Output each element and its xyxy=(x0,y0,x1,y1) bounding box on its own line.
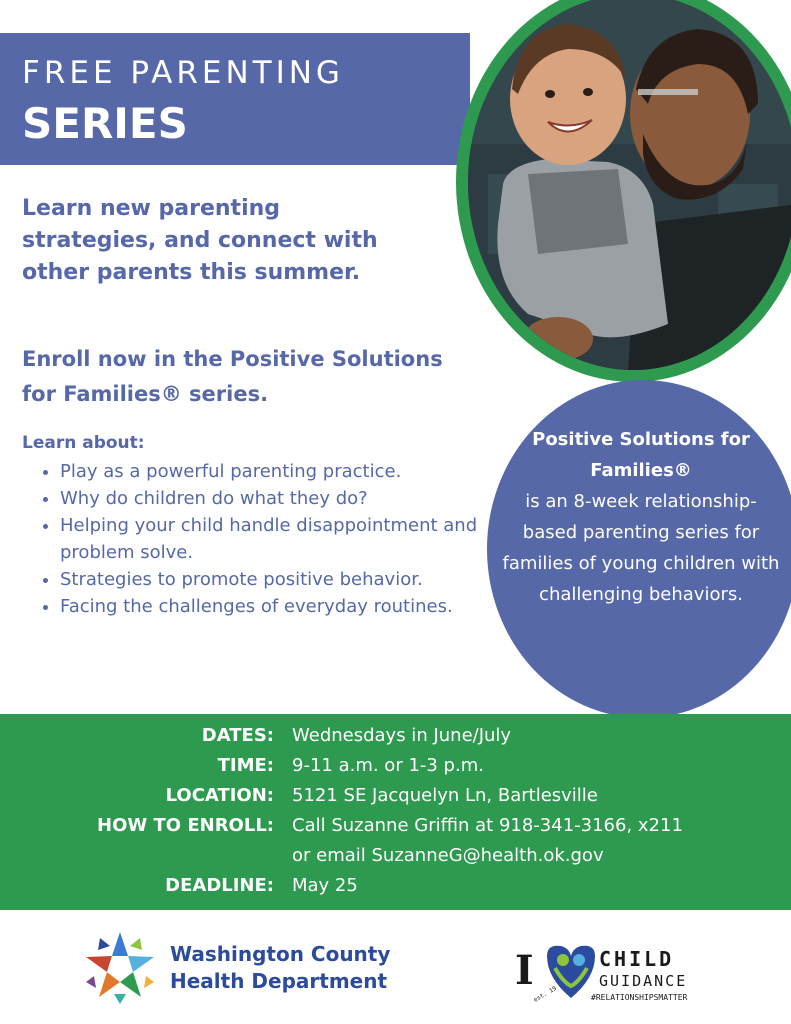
location-label: LOCATION: xyxy=(165,785,274,806)
deadline-label: DEADLINE: xyxy=(165,875,274,896)
title-line-2: SERIES xyxy=(22,99,188,148)
dates-value: Wednesdays in June/July xyxy=(292,725,512,746)
learn-item: • Helping your child handle disappointment and problem solve. xyxy=(60,512,500,566)
wchd-name-line1: Washington County xyxy=(170,942,391,966)
location-value: 5121 SE Jacquelyn Ln, Bartlesville xyxy=(292,785,598,806)
enroll-label: HOW TO ENROLL: xyxy=(97,815,274,836)
wchd-name-line2: Health Department xyxy=(170,969,388,993)
title-line-1: FREE PARENTING xyxy=(22,55,344,91)
dates-row xyxy=(0,725,791,755)
child-guidance-logo xyxy=(513,938,713,1006)
info-text xyxy=(500,424,782,610)
enroll-row-email xyxy=(0,845,791,875)
enroll-value-phone: Call Suzanne Griffin at 918-341-3166, x211 xyxy=(292,815,683,836)
enroll-value-email: or email SuzanneG@health.ok.gov xyxy=(292,845,604,866)
learn-item: • Play as a powerful parenting practice. xyxy=(60,458,500,485)
intro-lead: Learn new parenting strategies, and connect with other parents this summer. xyxy=(22,196,378,285)
learn-about-heading: Learn about: xyxy=(22,433,145,453)
learn-item: • Strategies to promote positive behavior. xyxy=(60,566,500,593)
time-row xyxy=(0,755,791,785)
learn-item: • Facing the challenges of everyday routines. xyxy=(60,593,500,620)
deadline-row xyxy=(0,875,791,905)
info-body: is an 8-week relationship-based parenting series for families of young children with challenging behaviors. xyxy=(502,491,780,605)
photo-frame xyxy=(456,0,791,382)
svg-text:est. 19: est. 19 xyxy=(532,985,558,1004)
wchd-name xyxy=(170,941,390,995)
svg-text:#RELATIONSHIPSMATTER: #RELATIONSHIPSMATTER xyxy=(591,993,688,1002)
learn-item: • Why do children do what they do? xyxy=(60,485,500,512)
info-title: Positive Solutions for Families® xyxy=(532,429,750,481)
parent-child-photo xyxy=(468,0,791,370)
wchd-star-logo xyxy=(82,930,158,1006)
deadline-value: May 25 xyxy=(292,875,358,896)
svg-text:I: I xyxy=(515,947,534,994)
learn-about-list xyxy=(40,458,500,620)
time-value: 9-11 a.m. or 1-3 p.m. xyxy=(292,755,484,776)
location-row xyxy=(0,785,791,815)
enroll-callout: Enroll now in the Positive Solutions for Families® series. xyxy=(22,347,443,406)
svg-text:GUIDANCE: GUIDANCE xyxy=(599,972,688,990)
svg-text:CHILD: CHILD xyxy=(599,947,675,971)
dates-label: DATES: xyxy=(201,725,274,746)
enroll-row xyxy=(0,815,791,845)
time-label: TIME: xyxy=(217,755,274,776)
